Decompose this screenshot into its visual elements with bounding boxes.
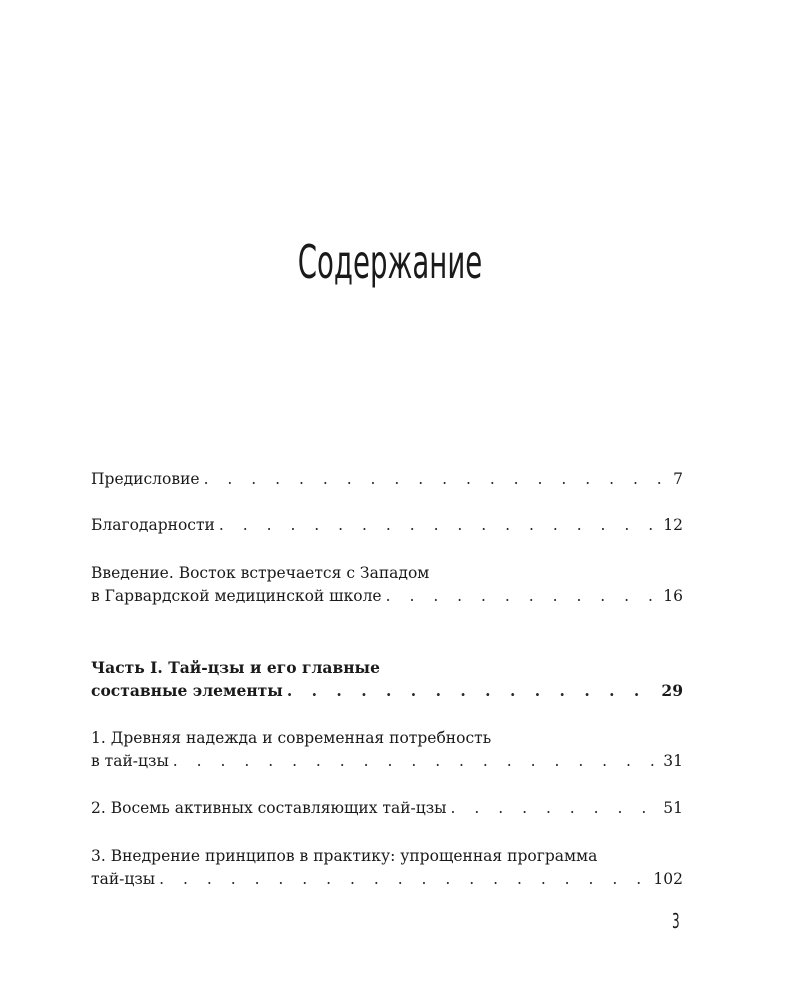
toc-page-number: 16 bbox=[663, 587, 683, 605]
dot-leader bbox=[204, 468, 670, 491]
toc-page-number: 31 bbox=[663, 752, 683, 770]
toc-entry-chapter-3[interactable] bbox=[91, 845, 683, 891]
page-title: Содержание bbox=[297, 235, 483, 289]
toc-entry-chapter-1[interactable] bbox=[91, 727, 683, 773]
toc-entry-introduction[interactable] bbox=[91, 562, 683, 608]
toc-entry-title-continued: в тай-цзы bbox=[91, 752, 169, 770]
toc-entry-title-continued: тай-цзы bbox=[91, 870, 156, 888]
dot-leader bbox=[287, 679, 658, 702]
dot-leader bbox=[173, 750, 659, 773]
dot-leader bbox=[386, 585, 660, 608]
dot-leader bbox=[219, 514, 659, 537]
toc-page-number: 12 bbox=[663, 516, 683, 534]
dot-leader bbox=[451, 797, 660, 820]
toc-entry-acknowledgements[interactable] bbox=[91, 514, 683, 537]
toc-entry-title: 1. Древняя надежда и современная потребность bbox=[91, 729, 492, 747]
dot-leader bbox=[159, 868, 649, 891]
toc-entry-foreword[interactable] bbox=[91, 468, 683, 491]
toc-page-number: 29 bbox=[661, 681, 683, 700]
toc-page-number: 7 bbox=[673, 470, 683, 488]
toc-page-number: 102 bbox=[653, 870, 683, 888]
toc-entry-title: 3. Внедрение принципов в практику: упрощенная программа bbox=[91, 847, 598, 865]
toc-entry-title-continued: в Гарвардской медицинской школе bbox=[91, 587, 382, 605]
toc-entry-title: 2. Восемь активных составляющих тай-цзы bbox=[91, 799, 447, 817]
toc-entry-title: Часть I. Тай-цзы и его главные bbox=[91, 658, 380, 677]
toc-entry-chapter-2[interactable] bbox=[91, 797, 683, 820]
toc-entry-title: Введение. Восток встречается с Западом bbox=[91, 564, 430, 582]
page-number: 3 bbox=[672, 909, 680, 933]
toc-entry-title: Предисловие bbox=[91, 470, 200, 488]
toc-entry-title: Благодарности bbox=[91, 516, 215, 534]
toc-entry-part-1[interactable] bbox=[91, 656, 683, 702]
toc-entry-title-continued: составные элементы bbox=[91, 681, 283, 700]
toc-page-number: 51 bbox=[663, 799, 683, 817]
